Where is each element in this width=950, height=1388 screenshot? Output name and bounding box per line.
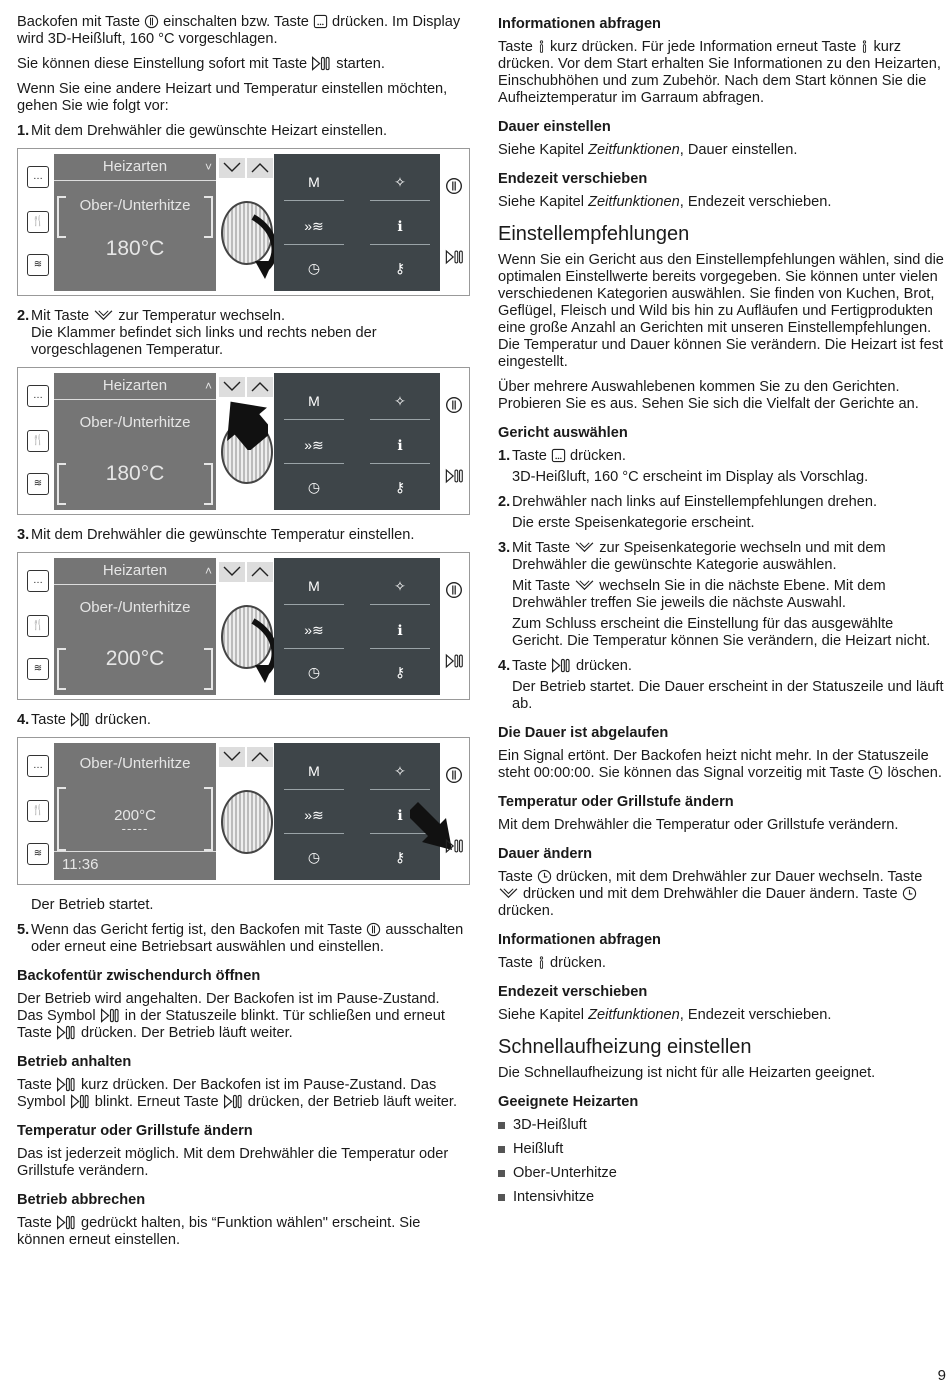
list-item: Heißluft: [498, 1141, 946, 1158]
display-header: Heizarten ˅: [54, 154, 216, 181]
light-icon: ✧: [394, 393, 406, 409]
heat-waves-icon: ≋: [27, 473, 49, 495]
light-icon: ✧: [394, 578, 406, 594]
rotary-knob: [221, 790, 273, 854]
temperature: 200°C: [114, 807, 156, 824]
start-pause-icon: [56, 1025, 77, 1040]
display-header: Heizarten ˄: [54, 373, 216, 400]
box-button-icon: …: [27, 570, 49, 592]
section-heading: Gericht auswählen: [498, 425, 628, 441]
list-item: Intensivhitze: [498, 1189, 946, 1206]
start-pause-icon: [445, 249, 463, 267]
power-icon: [144, 14, 159, 29]
section-text: Ein Signal ertönt. Der Backofen heizt nicht mehr. In der Statuszeile steht 00:00:00. Sie können das Signal vorzeitig mit Taste löschen.: [498, 748, 942, 781]
heat-waves-icon: ≋: [27, 843, 49, 865]
box-button-icon: [313, 14, 328, 29]
section-heading: Die Dauer ist abgelaufen: [498, 725, 669, 741]
heating-mode: Ober-/Unterhitze: [79, 414, 191, 431]
status-time: 11:36: [62, 856, 99, 873]
fast-heat-icon: »≋: [304, 437, 324, 453]
panel-side-buttons: [18, 368, 52, 514]
info-icon: ℹ: [397, 218, 403, 234]
clock-icon: [537, 869, 552, 884]
intro-paragraph-3: Wenn Sie eine andere Heizart und Temperatur einstellen möchten, gehen Sie wie folgt vor:: [17, 81, 448, 114]
info-icon: ℹ: [397, 622, 403, 638]
power-icon: [445, 581, 463, 599]
fast-heat-icon: »≋: [304, 218, 324, 234]
progress-dashes: -----: [121, 821, 149, 836]
heating-mode: Ober-/Unterhitze: [79, 197, 191, 214]
start-pause-icon: [56, 1077, 77, 1092]
start-pause-icon: [445, 468, 463, 486]
selection-bracket-left: [57, 787, 66, 851]
display-header: Heizarten ˄: [54, 558, 216, 585]
start-pause-icon: [70, 712, 91, 727]
cutlery-icon: 🍴: [27, 430, 49, 452]
arrow-buttons: [218, 561, 274, 583]
start-pause-icon: [56, 1215, 77, 1230]
selection-bracket-right: [204, 463, 213, 505]
section-heading: Informationen abfragen: [498, 16, 661, 32]
start-pause-icon: [445, 653, 463, 671]
display-screen: [54, 373, 216, 510]
panel-side-buttons: [18, 553, 52, 699]
temperature: 180°C: [105, 462, 165, 485]
menu-icon: M: [308, 393, 320, 409]
section-heading: Temperatur oder Grillstufe ändern: [498, 794, 734, 810]
step-4: 4. Taste drücken.: [17, 712, 151, 728]
chevron-icon: ˄: [204, 564, 212, 578]
display-header: Ober-/Unterhitze: [79, 755, 191, 772]
section-text: Taste drücken.: [498, 955, 606, 971]
cutlery-icon: 🍴: [27, 615, 49, 637]
clock-icon: ◷: [307, 664, 321, 680]
selection-bracket-right: [204, 648, 213, 690]
display-screen: [54, 154, 216, 291]
power-icon: [445, 177, 463, 195]
key-lock-icon: ⚷: [394, 664, 406, 680]
info-icon: [537, 955, 546, 970]
info-icon: ℹ: [397, 437, 403, 453]
display-screen: [54, 743, 216, 880]
step-3-result: Zum Schluss erscheint die Einstellung für das ausgewählte Gericht. Die Temperatur können Sie verändern, die Heizart nicht.: [512, 616, 931, 649]
start-pause-icon: [100, 1008, 121, 1023]
section-heading: Betrieb abbrechen: [17, 1192, 146, 1208]
heat-waves-icon: ≋: [27, 658, 49, 680]
intro-paragraph-2: Sie können diese Einstellung sofort mit Taste starten.: [17, 56, 385, 72]
info-icon: ℹ: [397, 807, 403, 823]
section-text: Taste drücken, mit dem Drehwähler zur Dauer wechseln. Taste drücken und mit dem Drehwähler die Dauer ändern. Taste drücken.: [498, 869, 923, 919]
display-screen: [54, 558, 216, 695]
power-icon: [366, 922, 381, 937]
section-heading: Temperatur oder Grillstufe ändern: [17, 1123, 253, 1139]
selection-bracket-right: [204, 196, 213, 238]
chevron-icon: ˅: [204, 160, 212, 174]
selection-bracket-left: [57, 648, 66, 690]
section-heading: Endezeit verschieben: [498, 171, 648, 187]
start-pause-icon: [70, 1094, 91, 1109]
step-1: 1. Mit dem Drehwähler die gewünschte Heizart einstellen.: [17, 123, 388, 139]
temperature: 180°C: [105, 237, 165, 260]
start-pause-icon: [223, 1094, 244, 1109]
temperature: 200°C: [105, 647, 165, 670]
chevron-down-icon: [574, 540, 595, 555]
key-lock-icon: ⚷: [394, 260, 406, 276]
section-text: Der Betrieb wird angehalten. Der Backofen ist im Pause-Zustand. Das Symbol in der Statuszeile blinkt. Tür schließen und erneut Taste drücken. Der Betrieb läuft weiter.: [17, 991, 445, 1041]
box-button-icon: …: [27, 166, 49, 188]
section-text: Mit dem Drehwähler die Temperatur oder Grillstufe verändern.: [498, 817, 899, 833]
clock-icon: ◷: [307, 849, 321, 865]
list-item: Ober-Unterhitze: [498, 1165, 946, 1182]
section-heading: Betrieb anhalten: [17, 1054, 132, 1070]
cutlery-icon: 🍴: [27, 800, 49, 822]
step-3-detail: Mit Taste wechseln Sie in die nächste Ebene. Mit dem Drehwähler treffen Sie jeweils die nächste Auswahl.: [512, 578, 886, 611]
section-heading: Informationen abfragen: [498, 932, 661, 948]
section-text: Wenn Sie ein Gericht aus den Einstellempfehlungen wählen, sind die optimalen Einstellwerte bereits vorgegeben. Sie können unter vielen verschiedenen Kategorien auswählen. Sie finden von Kuchen, Brot, Geflügel, Fleisch und Wild bis hin zu Aufläufen und Fertigprodukten eine große Anzahl an Gerichten mit unseren Einstellempfehlungen. Die Temperatur und Dauer können Sie verändern. Die Heizart ist fest eingestellt.: [498, 252, 944, 370]
step-5: 5. Wenn das Gericht fertig ist, den Backofen mit Taste ausschalten oder erneut eine Betriebsart auswählen und einstellen.: [17, 922, 464, 955]
step-2-result: Die erste Speisenkategorie erscheint.: [512, 515, 755, 531]
power-icon: [445, 766, 463, 784]
control-panel-figure-1: [17, 148, 470, 296]
section-text: Taste kurz drücken. Der Backofen ist im Pause-Zustand. Das Symbol blinkt. Erneut Taste drücken, der Betrieb läuft weiter.: [17, 1077, 458, 1110]
heat-waves-icon: ≋: [27, 254, 49, 276]
section-heading: Geeignete Heizarten: [498, 1094, 639, 1110]
key-lock-icon: ⚷: [394, 849, 406, 865]
arrow-buttons: [218, 157, 274, 179]
clock-icon: ◷: [307, 479, 321, 495]
chevron-down-icon: [93, 308, 114, 323]
cutlery-icon: 🍴: [27, 211, 49, 233]
section-text: Über mehrere Auswahlebenen kommen Sie zu den Gerichten. Probieren Sie es aus. Sehen Sie sich die Vielfalt der Gerichte an.: [498, 379, 919, 412]
menu-icon: M: [308, 174, 320, 190]
clock-icon: [902, 886, 917, 901]
control-panel-figure-3: [17, 552, 470, 700]
clock-icon: [868, 765, 883, 780]
pointer-arrow-icon: [198, 390, 268, 450]
function-keys: [274, 558, 440, 695]
clock-icon: ◷: [307, 260, 321, 276]
chevron-down-icon: [498, 886, 519, 901]
menu-icon: M: [308, 578, 320, 594]
control-panel-figure-2: [17, 367, 470, 515]
list-item: 3D-Heißluft: [498, 1117, 946, 1134]
intro-paragraph-1: Backofen mit Taste einschalten bzw. Taste drücken. Im Display wird 3D-Heißluft, 160 °C vorgeschlagen.: [17, 14, 461, 47]
section-heading: Dauer ändern: [498, 846, 593, 862]
start-pause-icon: [311, 56, 332, 71]
section-text: Siehe Kapitel Zeitfunktionen, Endezeit verschieben.: [498, 1007, 832, 1023]
step-4: 4. Taste drücken.: [498, 658, 632, 674]
step-4-result: Der Betrieb startet.: [31, 897, 154, 913]
function-keys: [274, 373, 440, 510]
right-column: [498, 14, 946, 1213]
fast-heat-icon: »≋: [304, 622, 324, 638]
chevron-down-icon: [574, 578, 595, 593]
chapter-heading: Schnellaufheizung einstellen: [498, 1036, 752, 1058]
panel-side-buttons: [18, 738, 52, 884]
section-text: Siehe Kapitel Zeitfunktionen, Dauer einstellen.: [498, 142, 798, 158]
start-pause-icon: [551, 658, 572, 673]
section-text: Taste kurz drücken. Für jede Information erneut Taste kurz drücken. Vor dem Start erhalten Sie Informationen zu den Heizarten, Einschubhöhen und zum Zubehör. Nach dem Start können Sie die Aufheiztemperatur im Garraum abfragen.: [498, 39, 941, 106]
step-2: 2. Drehwähler nach links auf Einstellempfehlungen drehen.: [498, 494, 878, 510]
light-icon: ✧: [394, 174, 406, 190]
panel-side-buttons: [18, 149, 52, 295]
key-lock-icon: ⚷: [394, 479, 406, 495]
arrow-buttons: [218, 746, 274, 768]
selection-bracket-left: [57, 463, 66, 505]
section-heading: Dauer einstellen: [498, 119, 611, 135]
section-text: Die Schnellaufheizung ist nicht für alle Heizarten geeignet.: [498, 1065, 876, 1081]
page-number: 9: [937, 1367, 946, 1384]
box-button-icon: [551, 448, 566, 463]
control-panel-figure-4: [17, 737, 470, 885]
step-3: 3. Mit Taste zur Speisenkategorie wechseln und mit dem Drehwähler die gewünschte Kategorie auswählen.: [498, 540, 886, 573]
section-text: Taste gedrückt halten, bis “Funktion wählen" erscheint. Sie können erneut einstellen.: [17, 1215, 421, 1248]
menu-icon: M: [308, 763, 320, 779]
chevron-icon: ˄: [204, 379, 212, 393]
step-1: 1. Taste drücken.: [498, 448, 626, 464]
section-text: Siehe Kapitel Zeitfunktionen, Endezeit verschieben.: [498, 194, 832, 210]
start-pause-icon: [445, 838, 463, 856]
info-icon: [537, 39, 546, 54]
step-1-result: 3D-Heißluft, 160 °C erscheint im Display als Vorschlag.: [512, 469, 869, 485]
function-keys: [274, 154, 440, 291]
heating-mode: Ober-/Unterhitze: [79, 599, 191, 616]
step-3: 3. Mit dem Drehwähler die gewünschte Temperatur einstellen.: [17, 527, 415, 543]
step-4-result: Der Betrieb startet. Die Dauer erscheint in der Statuszeile und läuft ab.: [512, 679, 944, 712]
light-icon: ✧: [394, 763, 406, 779]
selection-bracket-right: [204, 787, 213, 851]
box-button-icon: …: [27, 385, 49, 407]
section-text: Das ist jederzeit möglich. Mit dem Drehwähler die Temperatur oder Grillstufe verändern.: [17, 1146, 449, 1179]
chapter-heading: Einstellempfehlungen: [498, 223, 690, 245]
power-icon: [445, 396, 463, 414]
selection-bracket-left: [57, 196, 66, 238]
left-column: [17, 14, 469, 1257]
step-2: 2. Mit Taste zur Temperatur wechseln. Die Klammer befindet sich links und rechts neben der vorgeschlagenen Temperatur.: [17, 308, 377, 358]
section-heading: Endezeit verschieben: [498, 984, 648, 1000]
section-heading: Backofentür zwischendurch öffnen: [17, 968, 261, 984]
fast-heat-icon: »≋: [304, 807, 324, 823]
box-button-icon: …: [27, 755, 49, 777]
